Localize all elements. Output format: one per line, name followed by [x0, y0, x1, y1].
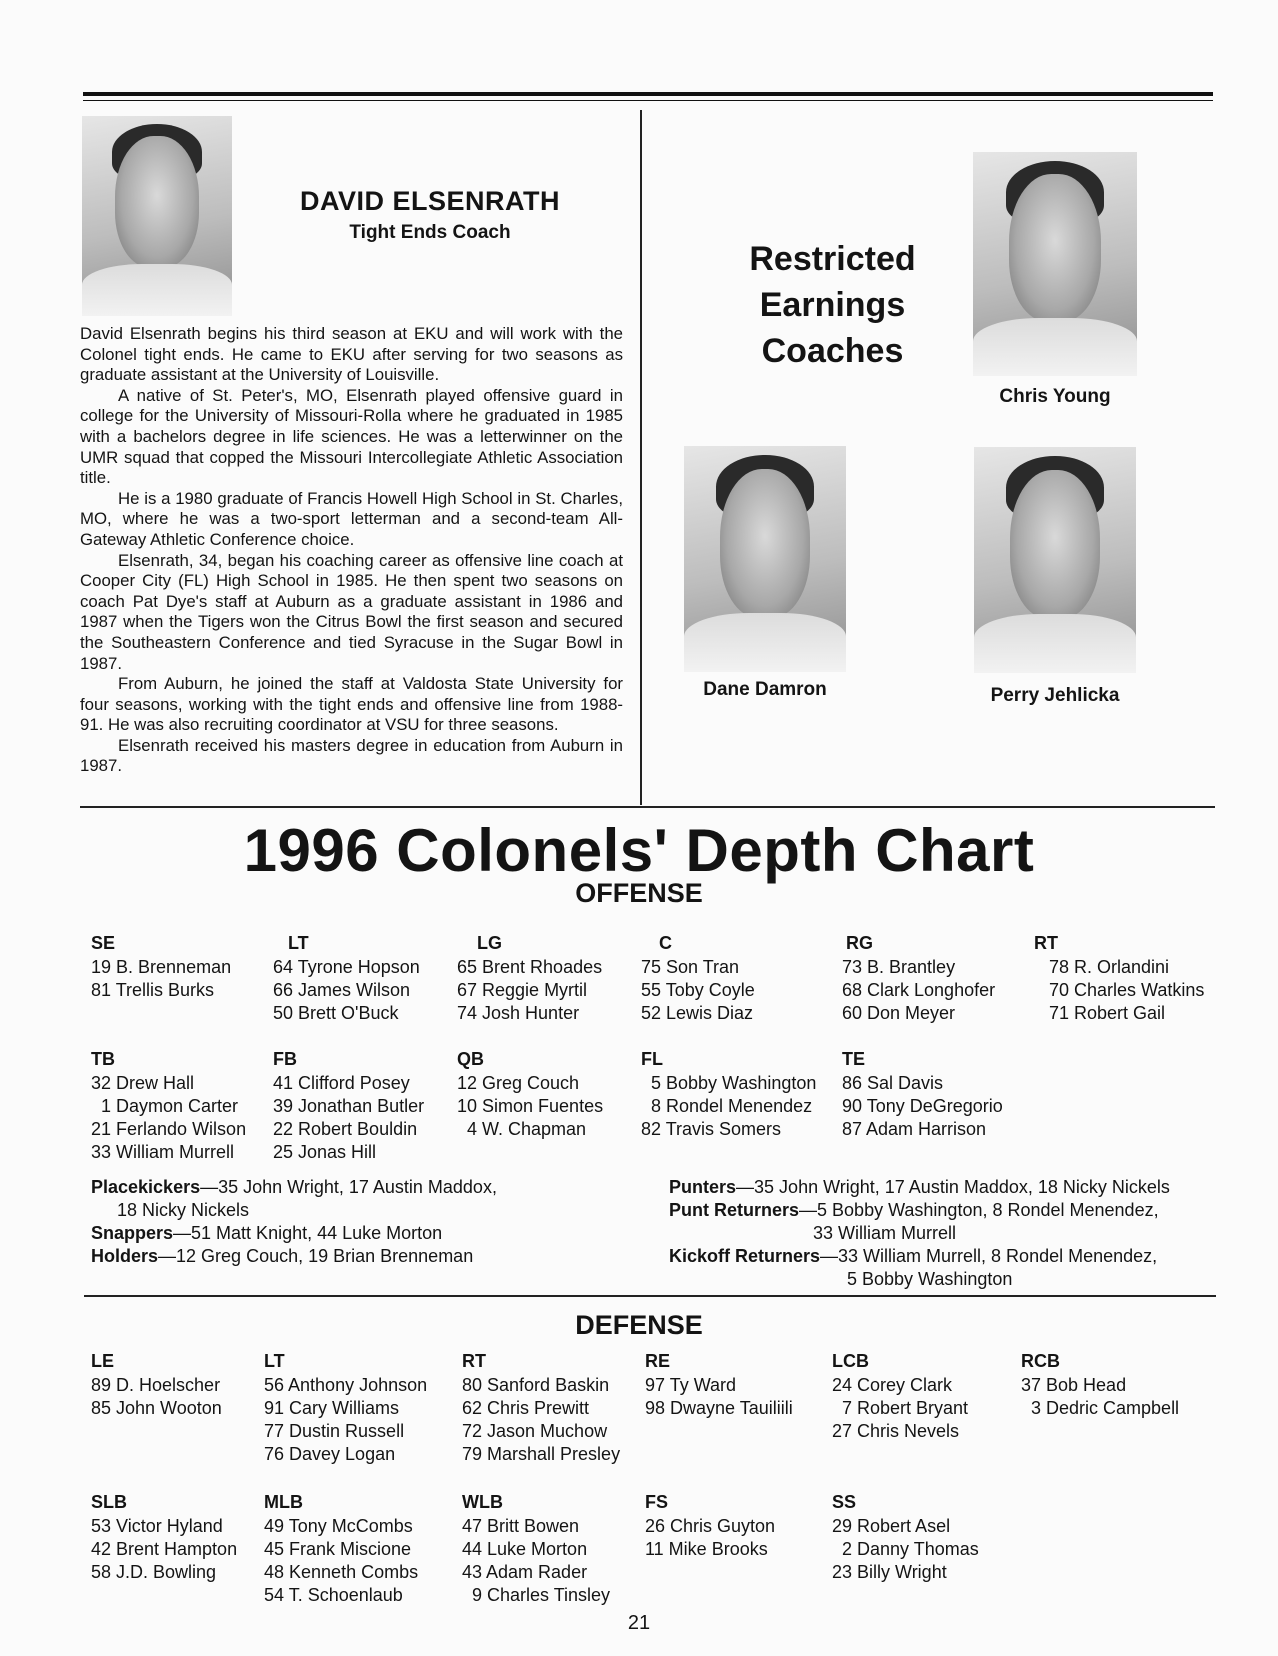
position-label: LT: [288, 933, 309, 953]
position-label: TB: [91, 1049, 115, 1069]
position-re: [645, 1350, 793, 1420]
player: 37 Bob Head: [1021, 1375, 1127, 1395]
position-wlb: [462, 1491, 610, 1607]
player: 26 Chris Guyton: [645, 1516, 776, 1536]
player: 64 Tyrone Hopson: [273, 957, 420, 977]
player: 22 Robert Bouldin: [273, 1119, 418, 1139]
position-label: RT: [1034, 933, 1058, 953]
position-dlt: [264, 1350, 427, 1466]
position-lg: [457, 932, 602, 1025]
player: 58 J.D. Bowling: [91, 1562, 217, 1582]
special-teams-left: [91, 1176, 497, 1268]
position-label: RT: [462, 1351, 486, 1371]
photo-perry-jehlicka: [974, 447, 1136, 673]
player: 81 Trellis Burks: [91, 980, 215, 1000]
position-c: [641, 932, 755, 1025]
position-label: LE: [91, 1351, 115, 1371]
position-te: [842, 1048, 1003, 1141]
holders-list: —12 Greg Couch, 19 Brian Brenneman: [158, 1246, 474, 1266]
caption-perry-jehlicka: Perry Jehlicka: [990, 685, 1120, 706]
player: 73 B. Brantley: [842, 957, 956, 977]
bio-paragraph: He is a 1980 graduate of Francis Howell High School in St. Charles, MO, where he was a two-sport letterman and a second-team All-Gateway Athletic Conference choice.: [80, 488, 623, 549]
punt-returners-list: —5 Bobby Washington, 8 Rondel Menendez,: [799, 1200, 1159, 1220]
page-number: 21: [627, 1612, 651, 1634]
player: 74 Josh Hunter: [457, 1003, 580, 1023]
position-lt: [273, 932, 420, 1025]
player: 85 John Wooton: [91, 1398, 222, 1418]
position-drt: [462, 1350, 620, 1466]
position-label: FL: [641, 1049, 663, 1069]
player: 3 Dedric Campbell: [1031, 1398, 1180, 1418]
player: 7 Robert Bryant: [842, 1398, 969, 1418]
position-label: FS: [645, 1492, 669, 1512]
player: 25 Jonas Hill: [273, 1142, 377, 1162]
photo-chris-young: [973, 152, 1137, 376]
position-label: QB: [457, 1049, 484, 1069]
player: 90 Tony DeGregorio: [842, 1096, 1003, 1116]
player: 80 Sanford Baskin: [462, 1375, 610, 1395]
position-tb: [91, 1048, 246, 1164]
position-rcb: [1021, 1350, 1179, 1420]
position-label: LCB: [832, 1351, 869, 1371]
player: 65 Brent Rhoades: [457, 957, 603, 977]
player: 29 Robert Asel: [832, 1516, 951, 1536]
bio-paragraph: From Auburn, he joined the staff at Valdosta State University for four seasons, working with the tight ends and offensive line from 1988-91. He was also recruiting coordinator at VSU for three seasons.: [80, 674, 623, 735]
coach-title: Tight Ends Coach: [349, 222, 511, 243]
player: 50 Brett O'Buck: [273, 1003, 399, 1023]
snappers-label: Snappers: [91, 1223, 174, 1243]
coach-photo-elsenrath: [82, 116, 232, 316]
position-rg: [842, 932, 995, 1025]
player: 39 Jonathan Butler: [273, 1096, 425, 1116]
position-label: RG: [846, 933, 873, 953]
position-qb: [457, 1048, 603, 1141]
punters-label: Punters: [669, 1177, 737, 1197]
position-se: [91, 932, 231, 1002]
player: 47 Britt Bowen: [462, 1516, 580, 1536]
special-teams-right: [669, 1176, 1170, 1291]
offense-heading: OFFENSE: [575, 878, 703, 908]
player: 70 Charles Watkins: [1049, 980, 1205, 1000]
position-mlb: [264, 1491, 418, 1607]
player: 87 Adam Harrison: [842, 1119, 987, 1139]
position-fl: [641, 1048, 816, 1141]
column-divider: [640, 110, 642, 805]
caption-chris-young: Chris Young: [999, 386, 1111, 407]
player: 21 Ferlando Wilson: [91, 1119, 247, 1139]
caption-dane-damron: Dane Damron: [703, 679, 827, 700]
player: 62 Chris Prewitt: [462, 1398, 590, 1418]
depth-chart-title: 1996 Colonels' Depth Chart: [243, 817, 1035, 884]
bio-paragraph: A native of St. Peter's, MO, Elsenrath played offensive guard in college for the University of Missouri-Rolla where he graduated in 1985 with a bachelors degree in life sciences. He was a letterwinner on the UMR squad that copped the Missouri Intercollegiate Athletic Association title.: [80, 385, 623, 488]
player: 11 Mike Brooks: [645, 1539, 768, 1559]
player: 60 Don Meyer: [842, 1003, 956, 1023]
kickoff-returners-list-cont: 5 Bobby Washington: [847, 1269, 1013, 1289]
player: 24 Corey Clark: [832, 1375, 953, 1395]
defense-heading: DEFENSE: [575, 1310, 703, 1340]
coach-name: DAVID ELSENRATH: [300, 186, 561, 216]
player: 72 Jason Muchow: [462, 1421, 608, 1441]
position-ss: [832, 1491, 979, 1584]
bio-paragraph: Elsenrath, 34, began his coaching career as offensive line coach at Cooper City (FL) High School in 1985. He then spent two seasons on coach Pat Dye's staff at Auburn as a graduate assistant in 1986 and 1987 when the Tigers won the Citrus Bowl the first season and secured the Southeastern Conference and tied Syracuse in the Sugar Bowl in 1987.: [80, 550, 623, 673]
player: 8 Rondel Menendez: [651, 1096, 813, 1116]
player: 1 Daymon Carter: [101, 1096, 239, 1116]
player: 2 Danny Thomas: [842, 1539, 979, 1559]
position-label: TE: [842, 1049, 866, 1069]
kickoff-returners-label: Kickoff Returners: [669, 1246, 821, 1266]
player: 67 Reggie Myrtil: [457, 980, 588, 1000]
player: 98 Dwayne Tauiliili: [645, 1398, 793, 1418]
kickoff-returners-list: —33 William Murrell, 8 Rondel Menendez,: [820, 1246, 1158, 1266]
position-label: FB: [273, 1049, 297, 1069]
player: 12 Greg Couch: [457, 1073, 580, 1093]
player: 49 Tony McCombs: [264, 1516, 413, 1536]
photo-dane-damron: [684, 446, 846, 672]
player: 56 Anthony Johnson: [264, 1375, 428, 1395]
player: 91 Cary Williams: [264, 1398, 400, 1418]
player: 55 Toby Coyle: [641, 980, 755, 1000]
defense-rule: [84, 1295, 1216, 1297]
player: 66 James Wilson: [273, 980, 411, 1000]
position-label: MLB: [264, 1492, 303, 1512]
player: 53 Victor Hyland: [91, 1516, 223, 1536]
position-le: [91, 1350, 222, 1420]
position-rt: [1034, 932, 1204, 1025]
player: 68 Clark Longhofer: [842, 980, 996, 1000]
punters-list: —35 John Wright, 17 Austin Maddox, 18 Nicky Nickels: [736, 1177, 1170, 1197]
player: 42 Brent Hampton: [91, 1539, 238, 1559]
player: 52 Lewis Diaz: [641, 1003, 754, 1023]
player: 5 Bobby Washington: [651, 1073, 817, 1093]
player: 97 Ty Ward: [645, 1375, 737, 1395]
punt-returners-list-cont: 33 William Murrell: [813, 1223, 957, 1243]
player: 43 Adam Rader: [462, 1562, 588, 1582]
placekickers-list: —35 John Wright, 17 Austin Maddox,: [200, 1177, 497, 1197]
punt-returners-label: Punt Returners: [669, 1200, 800, 1220]
player: 76 Davey Logan: [264, 1444, 396, 1464]
player: 78 R. Orlandini: [1049, 957, 1170, 977]
position-label: SE: [91, 933, 116, 953]
player: 45 Frank Miscione: [264, 1539, 412, 1559]
player: 27 Chris Nevels: [832, 1421, 960, 1441]
player: 4 W. Chapman: [467, 1119, 587, 1139]
player: 77 Dustin Russell: [264, 1421, 405, 1441]
placekickers-list-cont: 18 Nicky Nickels: [117, 1200, 250, 1220]
position-label: RCB: [1021, 1351, 1060, 1371]
top-rule-thin: [83, 100, 1213, 101]
position-fs: [645, 1491, 775, 1561]
position-label: SS: [832, 1492, 857, 1512]
coach-bio: [80, 324, 623, 777]
player: 44 Luke Morton: [462, 1539, 588, 1559]
position-label: LG: [477, 933, 502, 953]
player: 54 T. Schoenlaub: [264, 1585, 403, 1605]
player: 86 Sal Davis: [842, 1073, 944, 1093]
top-rule: [83, 92, 1213, 96]
player: 71 Robert Gail: [1049, 1003, 1166, 1023]
player: 82 Travis Somers: [641, 1119, 782, 1139]
player: 41 Clifford Posey: [273, 1073, 410, 1093]
bio-paragraph: Elsenrath received his masters degree in education from Auburn in 1987.: [80, 735, 623, 776]
player: 79 Marshall Presley: [462, 1444, 621, 1464]
placekickers-label: Placekickers: [91, 1177, 201, 1197]
position-lcb: [832, 1350, 968, 1443]
holders-label: Holders: [91, 1246, 159, 1266]
player: 48 Kenneth Combs: [264, 1562, 419, 1582]
player: 75 Son Tran: [641, 957, 740, 977]
player: 89 D. Hoelscher: [91, 1375, 221, 1395]
bio-paragraph: David Elsenrath begins his third season at EKU and will work with the Colonel tight ends. He came to EKU after serving for two seasons as graduate assistant at the University of Louisville.: [80, 324, 623, 385]
player: 19 B. Brenneman: [91, 957, 232, 977]
restricted-heading: Restricted Earnings Coaches: [749, 240, 916, 370]
player: 9 Charles Tinsley: [472, 1585, 611, 1605]
player: 10 Simon Fuentes: [457, 1096, 604, 1116]
position-label: LT: [264, 1351, 285, 1371]
player: 32 Drew Hall: [91, 1073, 195, 1093]
position-label: C: [659, 933, 672, 953]
player: 33 William Murrell: [91, 1142, 235, 1162]
position-fb: [273, 1048, 424, 1164]
snappers-list: —51 Matt Knight, 44 Luke Morton: [173, 1223, 443, 1243]
player: 23 Billy Wright: [832, 1562, 947, 1582]
position-slb: [91, 1491, 237, 1584]
position-label: RE: [645, 1351, 671, 1371]
position-label: WLB: [462, 1492, 503, 1512]
section-rule: [80, 806, 1215, 808]
position-label: SLB: [91, 1492, 127, 1512]
